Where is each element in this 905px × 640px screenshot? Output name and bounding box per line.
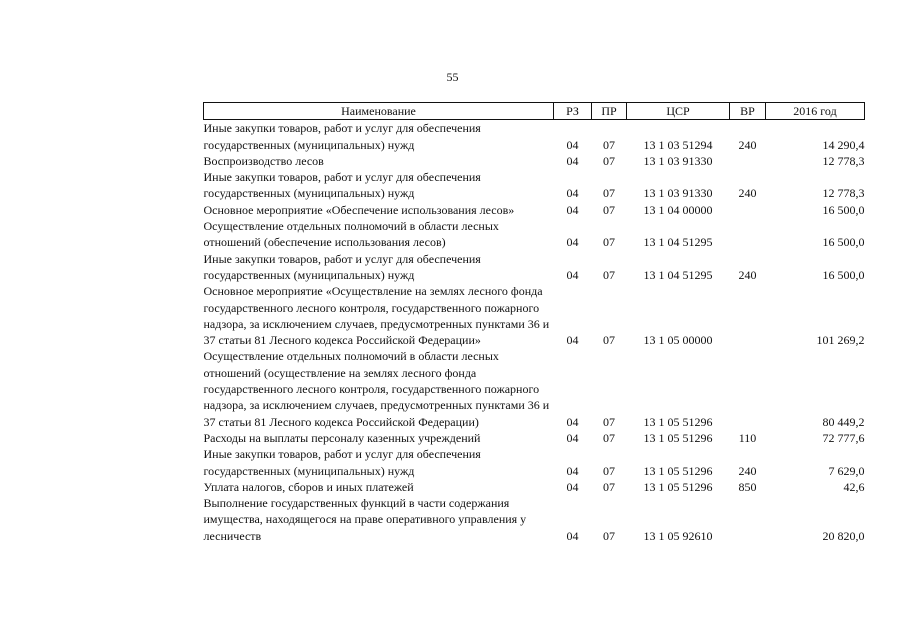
- cell-pr: 07: [603, 153, 615, 168]
- cell-sum: 16 500,0: [822, 235, 865, 250]
- page-number: 55: [446, 70, 459, 84]
- table-row: [204, 446, 865, 479]
- cell-vr: [730, 202, 766, 218]
- header-vr: ВР: [730, 103, 766, 120]
- table-row: [204, 169, 865, 202]
- cell-csr: 13 1 05 51296: [643, 414, 713, 429]
- cell-csr: 13 1 05 51296: [643, 463, 713, 478]
- cell-sum: 101 269,2: [816, 333, 865, 348]
- cell-vr: [730, 218, 766, 251]
- cell-csr: 13 1 05 51296: [643, 430, 713, 445]
- header-rz: РЗ: [554, 103, 592, 120]
- header-year: 2016 год: [766, 103, 865, 120]
- cell-name: Иные закупки товаров, работ и услуг для обеспечения государственных (муниципальных) нужд: [203, 447, 481, 478]
- cell-csr: 13 1 05 00000: [643, 333, 713, 348]
- cell-vr: [730, 348, 766, 429]
- cell-rz: 04: [566, 414, 579, 429]
- table-row: [204, 202, 865, 218]
- cell-rz: 04: [566, 267, 579, 282]
- budget-table: [203, 102, 865, 544]
- cell-csr: 13 1 03 51294: [643, 137, 713, 152]
- cell-sum: 42,6: [843, 479, 865, 494]
- cell-sum: 14 290,4: [822, 137, 865, 152]
- cell-csr: 13 1 03 91330: [643, 153, 713, 168]
- cell-sum: 16 500,0: [822, 267, 865, 282]
- header-csr: ЦСР: [627, 103, 730, 120]
- cell-vr: 110: [738, 430, 757, 445]
- cell-vr: 240: [738, 463, 757, 478]
- cell-pr: 07: [603, 137, 615, 152]
- cell-name: Иные закупки товаров, работ и услуг для обеспечения государственных (муниципальных) нужд: [203, 170, 481, 201]
- cell-vr: 240: [738, 137, 757, 152]
- table-row: [204, 348, 865, 429]
- cell-csr: 13 1 05 51296: [643, 479, 713, 494]
- cell-pr: 07: [603, 463, 615, 478]
- cell-rz: 04: [566, 333, 579, 348]
- cell-csr: 13 1 04 51295: [643, 235, 713, 250]
- cell-rz: 04: [566, 235, 579, 250]
- cell-csr: 13 1 03 91330: [643, 186, 713, 201]
- cell-vr: 850: [738, 479, 757, 494]
- cell-vr: [730, 153, 766, 169]
- cell-name: Осуществление отдельных полномочий в области лесных отношений (осуществление на землях лесного фонда государственного лесного контроля, государственного пожарного надзора, за исключением случаев, предусмотренных пунктами 36 и 37 статьи 81 Лесного кодекса Российской Федерации): [203, 349, 550, 429]
- table-body: [204, 120, 865, 544]
- cell-vr: 240: [738, 267, 757, 282]
- cell-rz: 04: [566, 463, 579, 478]
- cell-sum: 12 778,3: [822, 186, 865, 201]
- cell-name: Основное мероприятие «Осуществление на землях лесного фонда государственного лесного контроля, государственного пожарного надзора, за исключением случаев, предусмотренных пунктами 36 и 37 статьи 81 Лесного кодекса Российской Федерации»: [203, 284, 550, 348]
- cell-csr: 13 1 05 92610: [643, 528, 713, 543]
- cell-rz: 04: [566, 479, 579, 494]
- cell-sum: 72 777,6: [822, 430, 865, 445]
- cell-csr: 13 1 04 51295: [643, 267, 713, 282]
- cell-pr: 07: [603, 267, 615, 282]
- cell-pr: 07: [603, 235, 615, 250]
- cell-pr: 07: [603, 528, 615, 543]
- cell-pr: 07: [603, 333, 615, 348]
- cell-pr: 07: [603, 430, 615, 445]
- header-name: Наименование: [204, 103, 554, 120]
- table-row: [204, 120, 865, 153]
- cell-name: Выполнение государственных функций в части содержания имущества, находящегося на праве оперативного управления у лесничеств: [203, 496, 527, 543]
- cell-name: Основное мероприятие «Обеспечение использования лесов»: [203, 202, 515, 217]
- table-row: [204, 153, 865, 169]
- cell-pr: 07: [603, 202, 615, 217]
- cell-name: Расходы на выплаты персоналу казенных учреждений: [203, 430, 481, 445]
- cell-sum: 16 500,0: [822, 202, 865, 217]
- cell-vr: 240: [738, 186, 757, 201]
- cell-vr: [730, 283, 766, 348]
- cell-pr: 07: [603, 186, 615, 201]
- cell-sum: 7 629,0: [828, 463, 865, 478]
- cell-rz: 04: [566, 137, 579, 152]
- table-row: [204, 430, 865, 446]
- cell-sum: 80 449,2: [822, 414, 865, 429]
- table-header: [204, 103, 865, 120]
- cell-rz: 04: [566, 528, 579, 543]
- cell-name: Уплата налогов, сборов и иных платежей: [203, 479, 414, 494]
- table-row: [204, 218, 865, 251]
- cell-rz: 04: [566, 202, 579, 217]
- table-row: [204, 283, 865, 348]
- cell-name: Осуществление отдельных полномочий в области лесных отношений (обеспечение использования лесов): [203, 219, 499, 250]
- cell-pr: 07: [603, 479, 615, 494]
- cell-sum: 12 778,3: [822, 153, 865, 168]
- cell-name: Иные закупки товаров, работ и услуг для обеспечения государственных (муниципальных) нужд: [203, 251, 481, 282]
- cell-name: Иные закупки товаров, работ и услуг для обеспечения государственных (муниципальных) нужд: [203, 121, 481, 152]
- cell-rz: 04: [566, 430, 579, 445]
- cell-sum: 20 820,0: [822, 528, 865, 543]
- cell-rz: 04: [566, 153, 579, 168]
- cell-name: Воспроизводство лесов: [203, 153, 324, 168]
- cell-csr: 13 1 04 00000: [643, 202, 713, 217]
- cell-vr: [730, 495, 766, 544]
- table-row: [204, 479, 865, 495]
- table-row: [204, 251, 865, 284]
- cell-rz: 04: [566, 186, 579, 201]
- header-pr: ПР: [592, 103, 627, 120]
- cell-pr: 07: [603, 414, 615, 429]
- table-row: [204, 495, 865, 544]
